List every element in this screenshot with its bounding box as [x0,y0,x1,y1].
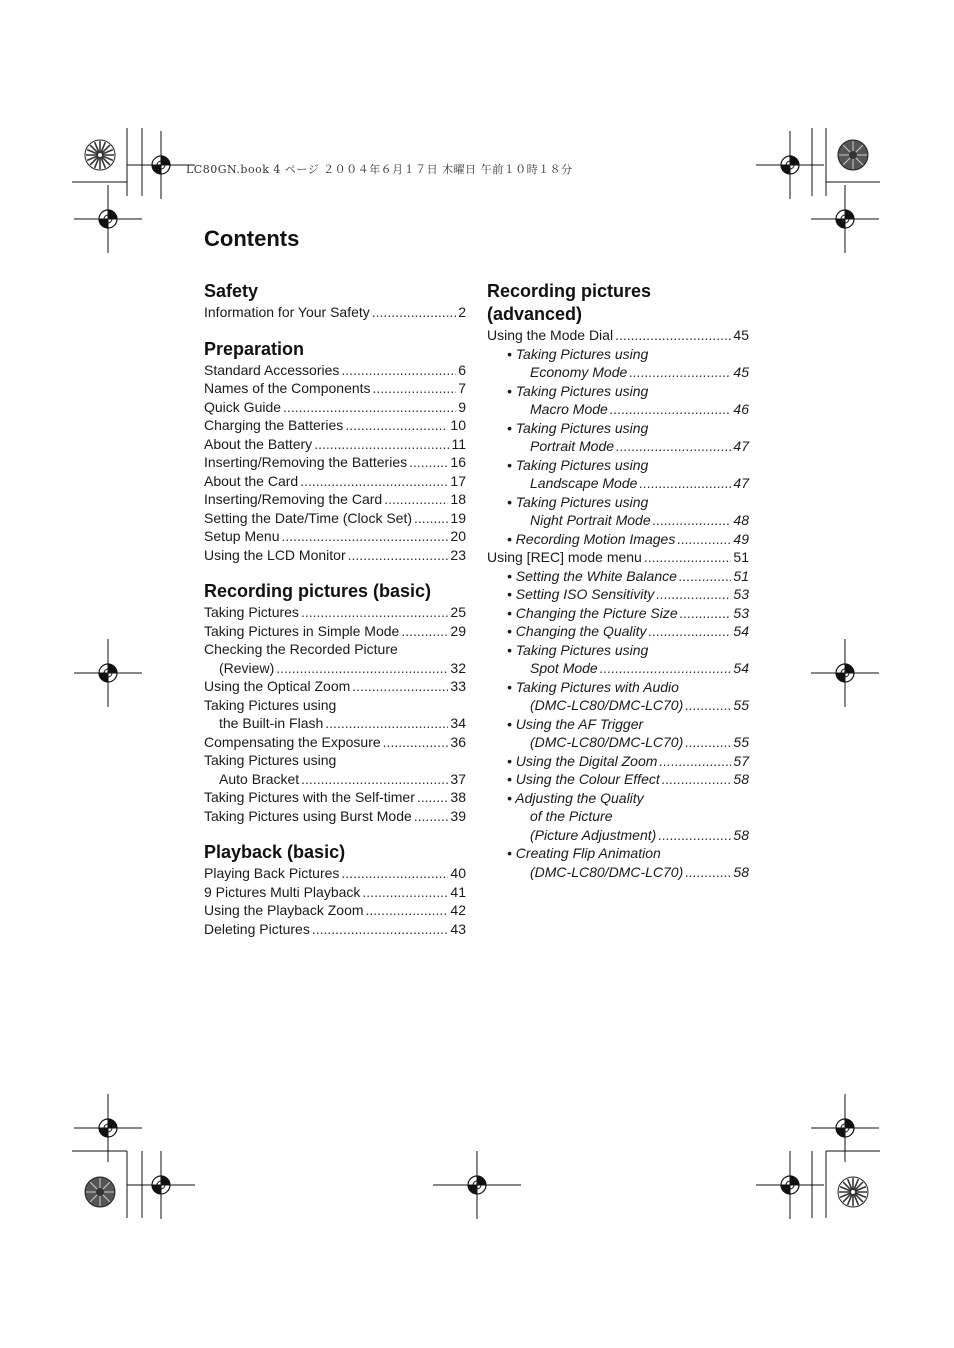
toc-entry[interactable]: Playing Back Pictures ..... 40 [204,864,466,883]
toc-entry[interactable]: Spot Mode ..... 54 [487,659,749,678]
toc-entry[interactable]: • Setting the White Balance ..... 51 [487,567,749,586]
toc-entry[interactable]: Taking Pictures in Simple Mode ..... 29 [204,622,466,641]
section-title: Recording pictures [487,281,652,301]
toc-entry[interactable]: Taking Pictures with the Self-timer ..... 38 [204,788,466,807]
toc-entry[interactable]: (Review) ..... 32 [204,659,466,678]
toc-entry[interactable]: Economy Mode ..... 45 [487,363,749,382]
toc-entry[interactable]: Taking Pictures using Burst Mode ..... 39 [204,807,466,826]
toc-entry-line: Checking the Recorded Picture [204,641,398,657]
toc-entry[interactable]: Macro Mode ..... 46 [487,400,749,419]
toc-entry[interactable]: Setup Menu ..... 20 [204,527,466,546]
crop-mark-bottom-left [72,1094,195,1219]
toc-entry-line: • Taking Pictures using [507,493,649,510]
toc-entry-line: Taking Pictures using [204,752,337,768]
section-title: Safety [204,281,259,301]
toc-entry[interactable]: Names of the Components ..... 7 [204,379,466,398]
toc-right-column [487,280,749,881]
toc-entry-line: • Using the AF Trigger [507,715,644,732]
crop-mark-mid-right [811,639,879,707]
crop-mark-top-right [756,128,880,253]
toc-entry[interactable]: • Changing the Quality ..... 54 [487,622,749,641]
section-playback-basic [204,841,466,938]
toc-entry[interactable]: • Setting ISO Sensitivity ..... 53 [487,585,749,604]
toc-entry[interactable]: About the Card ..... 17 [204,472,466,491]
toc-entry-line: • Adjusting the Quality [507,789,644,806]
toc-entry[interactable]: Landscape Mode ..... 47 [487,474,749,493]
toc-entry[interactable]: • Changing the Picture Size ..... 53 [487,604,749,623]
section-safety [204,280,466,322]
section-title: Recording pictures (basic) [204,581,432,601]
toc-left-column [204,280,466,954]
toc-entry[interactable]: Using the LCD Monitor ..... 23 [204,546,466,565]
crop-mark-bottom-right [756,1094,880,1219]
toc-entry[interactable]: (DMC-LC80/DMC-LC70) ..... 58 [487,863,749,882]
toc-entry-line: • Creating Flip Animation [507,845,661,861]
toc-entry[interactable]: (DMC-LC80/DMC-LC70) ..... 55 [487,696,749,715]
toc-entry[interactable]: • Recording Motion Images ..... 49 [487,530,749,549]
toc-entry[interactable]: • Using the Colour Effect ..... 58 [487,770,749,789]
toc-entry[interactable]: Portrait Mode ..... 47 [487,437,749,456]
toc-entry[interactable]: (DMC-LC80/DMC-LC70) ..... 55 [487,733,749,752]
print-header: LC80GN.book 4 ページ ２００４年６月１７日 木曜日 午前１０時１８分 [186,163,573,176]
toc-entry[interactable]: Inserting/Removing the Batteries ..... 16 [204,453,466,472]
toc-entry[interactable]: Deleting Pictures ..... 43 [204,920,466,939]
toc-entry[interactable]: Compensating the Exposure ..... 36 [204,733,466,752]
toc-entry[interactable]: 9 Pictures Multi Playback ..... 41 [204,883,466,902]
toc-entry[interactable]: Inserting/Removing the Card ..... 18 [204,490,466,509]
toc-entry[interactable]: Taking Pictures ..... 25 [204,603,466,622]
toc-entry[interactable]: Using the Playback Zoom ..... 42 [204,901,466,920]
toc-entry[interactable]: Using [REC] mode menu ..... 51 [487,548,749,567]
toc-entry[interactable]: Standard Accessories ..... 6 [204,361,466,380]
toc-entry[interactable]: the Built-in Flash ..... 34 [204,714,466,733]
toc-entry[interactable]: About the Battery ..... 11 [204,435,466,454]
crop-mark-top-left [72,128,195,253]
crop-mark-mid-left [74,639,142,707]
toc-entry[interactable]: Night Portrait Mode ..... 48 [487,511,749,530]
toc-entry[interactable]: Quick Guide ..... 9 [204,398,466,417]
toc-entry[interactable]: (Picture Adjustment) ..... 58 [487,826,749,845]
toc-entry-line: • Taking Pictures using [507,456,649,473]
toc-entry-line: • Taking Pictures using [507,419,649,436]
section-recording-basic [204,580,466,825]
section-title: Playback (basic) [204,842,346,862]
toc-entry[interactable]: Charging the Batteries ..... 10 [204,416,466,435]
page-title: Contents [204,226,300,251]
toc-entry-line: • Taking Pictures with Audio [507,678,679,695]
toc-entry[interactable]: Setting the Date/Time (Clock Set) ..... 19 [204,509,466,528]
toc-entry[interactable]: • Using the Digital Zoom ..... 57 [487,752,749,771]
toc-entry[interactable]: Auto Bracket ..... 37 [204,770,466,789]
section-title: Preparation [204,338,305,359]
toc-entry-line: Taking Pictures using [204,696,337,713]
toc-entry-line: • Taking Pictures using [507,382,649,399]
section-title-continued: (advanced) [487,304,583,324]
toc-entry[interactable]: Using the Optical Zoom ..... 33 [204,677,466,696]
toc-entry[interactable]: Information for Your Safety ..... 2 [204,303,466,322]
toc-entry-line: of the Picture [530,808,613,824]
toc-entry-line: • Taking Pictures using [507,345,649,362]
toc-entry[interactable]: Using the Mode Dial ..... 45 [487,326,749,345]
toc-entry-line: • Taking Pictures using [507,641,649,658]
section-preparation [204,338,466,565]
